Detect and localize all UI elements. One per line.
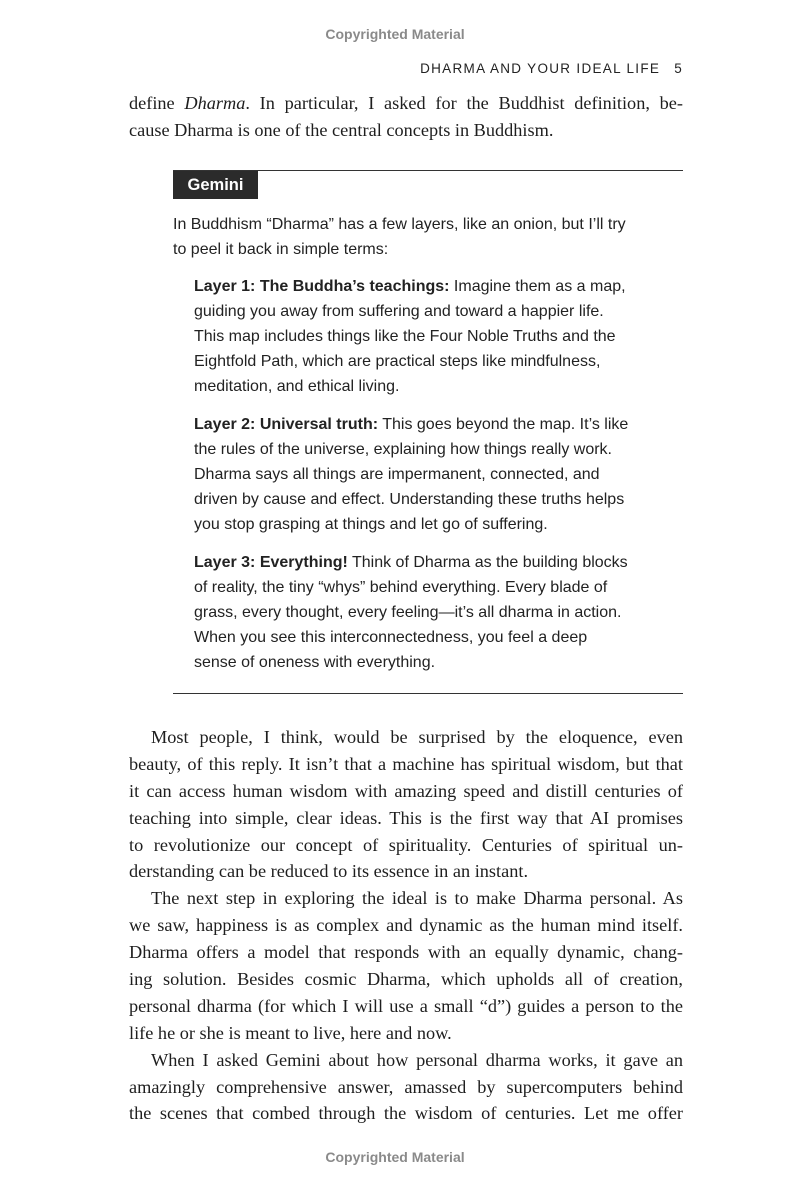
text-line [129, 1020, 683, 1047]
gemini-label: Gemini [173, 171, 258, 199]
bold-lead: Layer 2: Universal truth: [194, 416, 379, 433]
text-line [129, 1047, 683, 1074]
text-line [173, 237, 626, 262]
text-segment: to peel it back in simple terms: [173, 241, 389, 258]
text-segment: life he or she is meant to live, here and now. [129, 1022, 452, 1043]
text-segment: Eightfold Path, which are practical steps like mindfulness, [194, 353, 601, 370]
text-line [194, 412, 628, 437]
text-line [194, 274, 626, 299]
copyright-header: Copyrighted Material [325, 26, 465, 42]
text-line [129, 858, 683, 885]
text-line [129, 912, 683, 939]
text-segment: derstanding can be reduced to its essence in an instant. [129, 861, 529, 882]
text-line [129, 1074, 683, 1101]
text-segment: we saw, happiness is as complex and dynamic as the human mind itself. [129, 915, 683, 936]
sidebar-bottom-rule [173, 693, 683, 694]
text-segment: Most people, I think, would be surprised by the eloquence, even [151, 727, 683, 747]
text-segment: Imagine them as a map, [449, 278, 626, 295]
text-line [194, 349, 626, 374]
text-segment: . In particular, I asked for the Buddhist definition, be- [245, 93, 683, 113]
text-line [194, 374, 626, 399]
text-line [129, 885, 683, 912]
text-line [194, 512, 628, 537]
sidebar-intro [173, 212, 626, 262]
running-head-title: DHARMA AND YOUR IDEAL LIFE [420, 61, 661, 76]
text-line [129, 724, 683, 751]
text-segment: the rules of the universe, explaining how things really work. [194, 441, 612, 458]
text-line [129, 805, 683, 832]
text-segment: Dharma says all things are impermanent, connected, and [194, 466, 600, 483]
text-line [194, 650, 628, 675]
text-segment: Dharma offers a model that responds with an equally dynamic, chang- [129, 942, 683, 963]
text-line [194, 324, 626, 349]
running-head [420, 61, 683, 76]
text-segment: the scenes that combed through the wisdom of centuries. Let me offer [129, 1103, 683, 1124]
text-segment: driven by cause and effect. Understanding these truths helps [194, 491, 625, 508]
text-line [194, 437, 628, 462]
text-line [129, 751, 683, 778]
text-segment: of reality, the tiny “whys” behind everything. Every blade of [194, 579, 608, 596]
text-segment: Think of Dharma as the building blocks [347, 554, 628, 571]
paragraph [129, 724, 683, 885]
body-text [129, 724, 683, 1127]
text-line [194, 600, 628, 625]
text-segment: amazingly comprehensive answer, amassed by supercomputers behind [129, 1076, 683, 1097]
paragraph [129, 885, 683, 1046]
sidebar-layer-1 [194, 274, 626, 399]
text-line [129, 966, 683, 993]
text-segment: beauty, of this reply. It isn’t that a machine has spiritual wisdom, but that [129, 753, 683, 774]
text-segment: you stop grasping at things and let go of suffering. [194, 516, 548, 533]
text-segment: This map includes things like the Four Noble Truths and the [194, 328, 616, 345]
text-segment: cause Dharma is one of the central concepts in Buddhism. [129, 119, 554, 140]
text-line [194, 299, 626, 324]
text-line [194, 625, 628, 650]
text-segment: meditation, and ethical living. [194, 378, 400, 395]
text-line [129, 90, 683, 117]
text-line [194, 487, 628, 512]
text-segment: personal dharma (for which I will use a small “d”) guides a person to the [129, 995, 683, 1016]
bold-lead: Layer 3: Everything! [194, 554, 348, 571]
text-segment: sense of oneness with everything. [194, 654, 436, 671]
text-line [194, 575, 628, 600]
opening-paragraph [129, 90, 683, 144]
text-line [129, 832, 683, 859]
text-line [129, 778, 683, 805]
text-line [129, 993, 683, 1020]
text-segment: grass, every thought, every feeling—it’s all dharma in action. [194, 604, 622, 621]
text-segment: When I asked Gemini about how personal dharma works, it gave an [151, 1049, 683, 1070]
text-segment: guiding you away from suffering and toward a happier life. [194, 303, 604, 320]
bold-lead: Layer 1: The Buddha’s teachings: [194, 278, 450, 295]
sidebar-layer-3 [194, 550, 628, 675]
text-segment: define [129, 93, 185, 113]
text-segment: ing solution. Besides cosmic Dharma, which upholds all of creation, [129, 969, 683, 990]
text-segment: to revolutionize our concept of spirituality. Centuries of spiritual un- [129, 834, 683, 855]
text-line [129, 1100, 683, 1127]
text-segment: In Buddhism “Dharma” has a few layers, like an onion, but I’ll try [173, 216, 626, 233]
text-segment: When you see this interconnectedness, you feel a deep [194, 629, 588, 646]
italic-term: Dharma [184, 93, 246, 113]
text-segment: it can access human wisdom with amazing speed and distill centuries of [129, 780, 683, 801]
text-segment: The next step in exploring the ideal is to make Dharma personal. As [151, 888, 683, 909]
text-line [173, 212, 626, 237]
page-number: 5 [674, 61, 683, 76]
text-line [194, 462, 628, 487]
sidebar-layer-2 [194, 412, 628, 537]
text-line [129, 117, 683, 144]
text-line [194, 550, 628, 575]
text-segment: teaching into simple, clear ideas. This is the first way that AI promises [129, 807, 683, 828]
paragraph [129, 1047, 683, 1128]
copyright-footer: Copyrighted Material [325, 1149, 465, 1165]
text-segment: This goes beyond the map. It’s like [378, 416, 629, 433]
text-line [129, 939, 683, 966]
